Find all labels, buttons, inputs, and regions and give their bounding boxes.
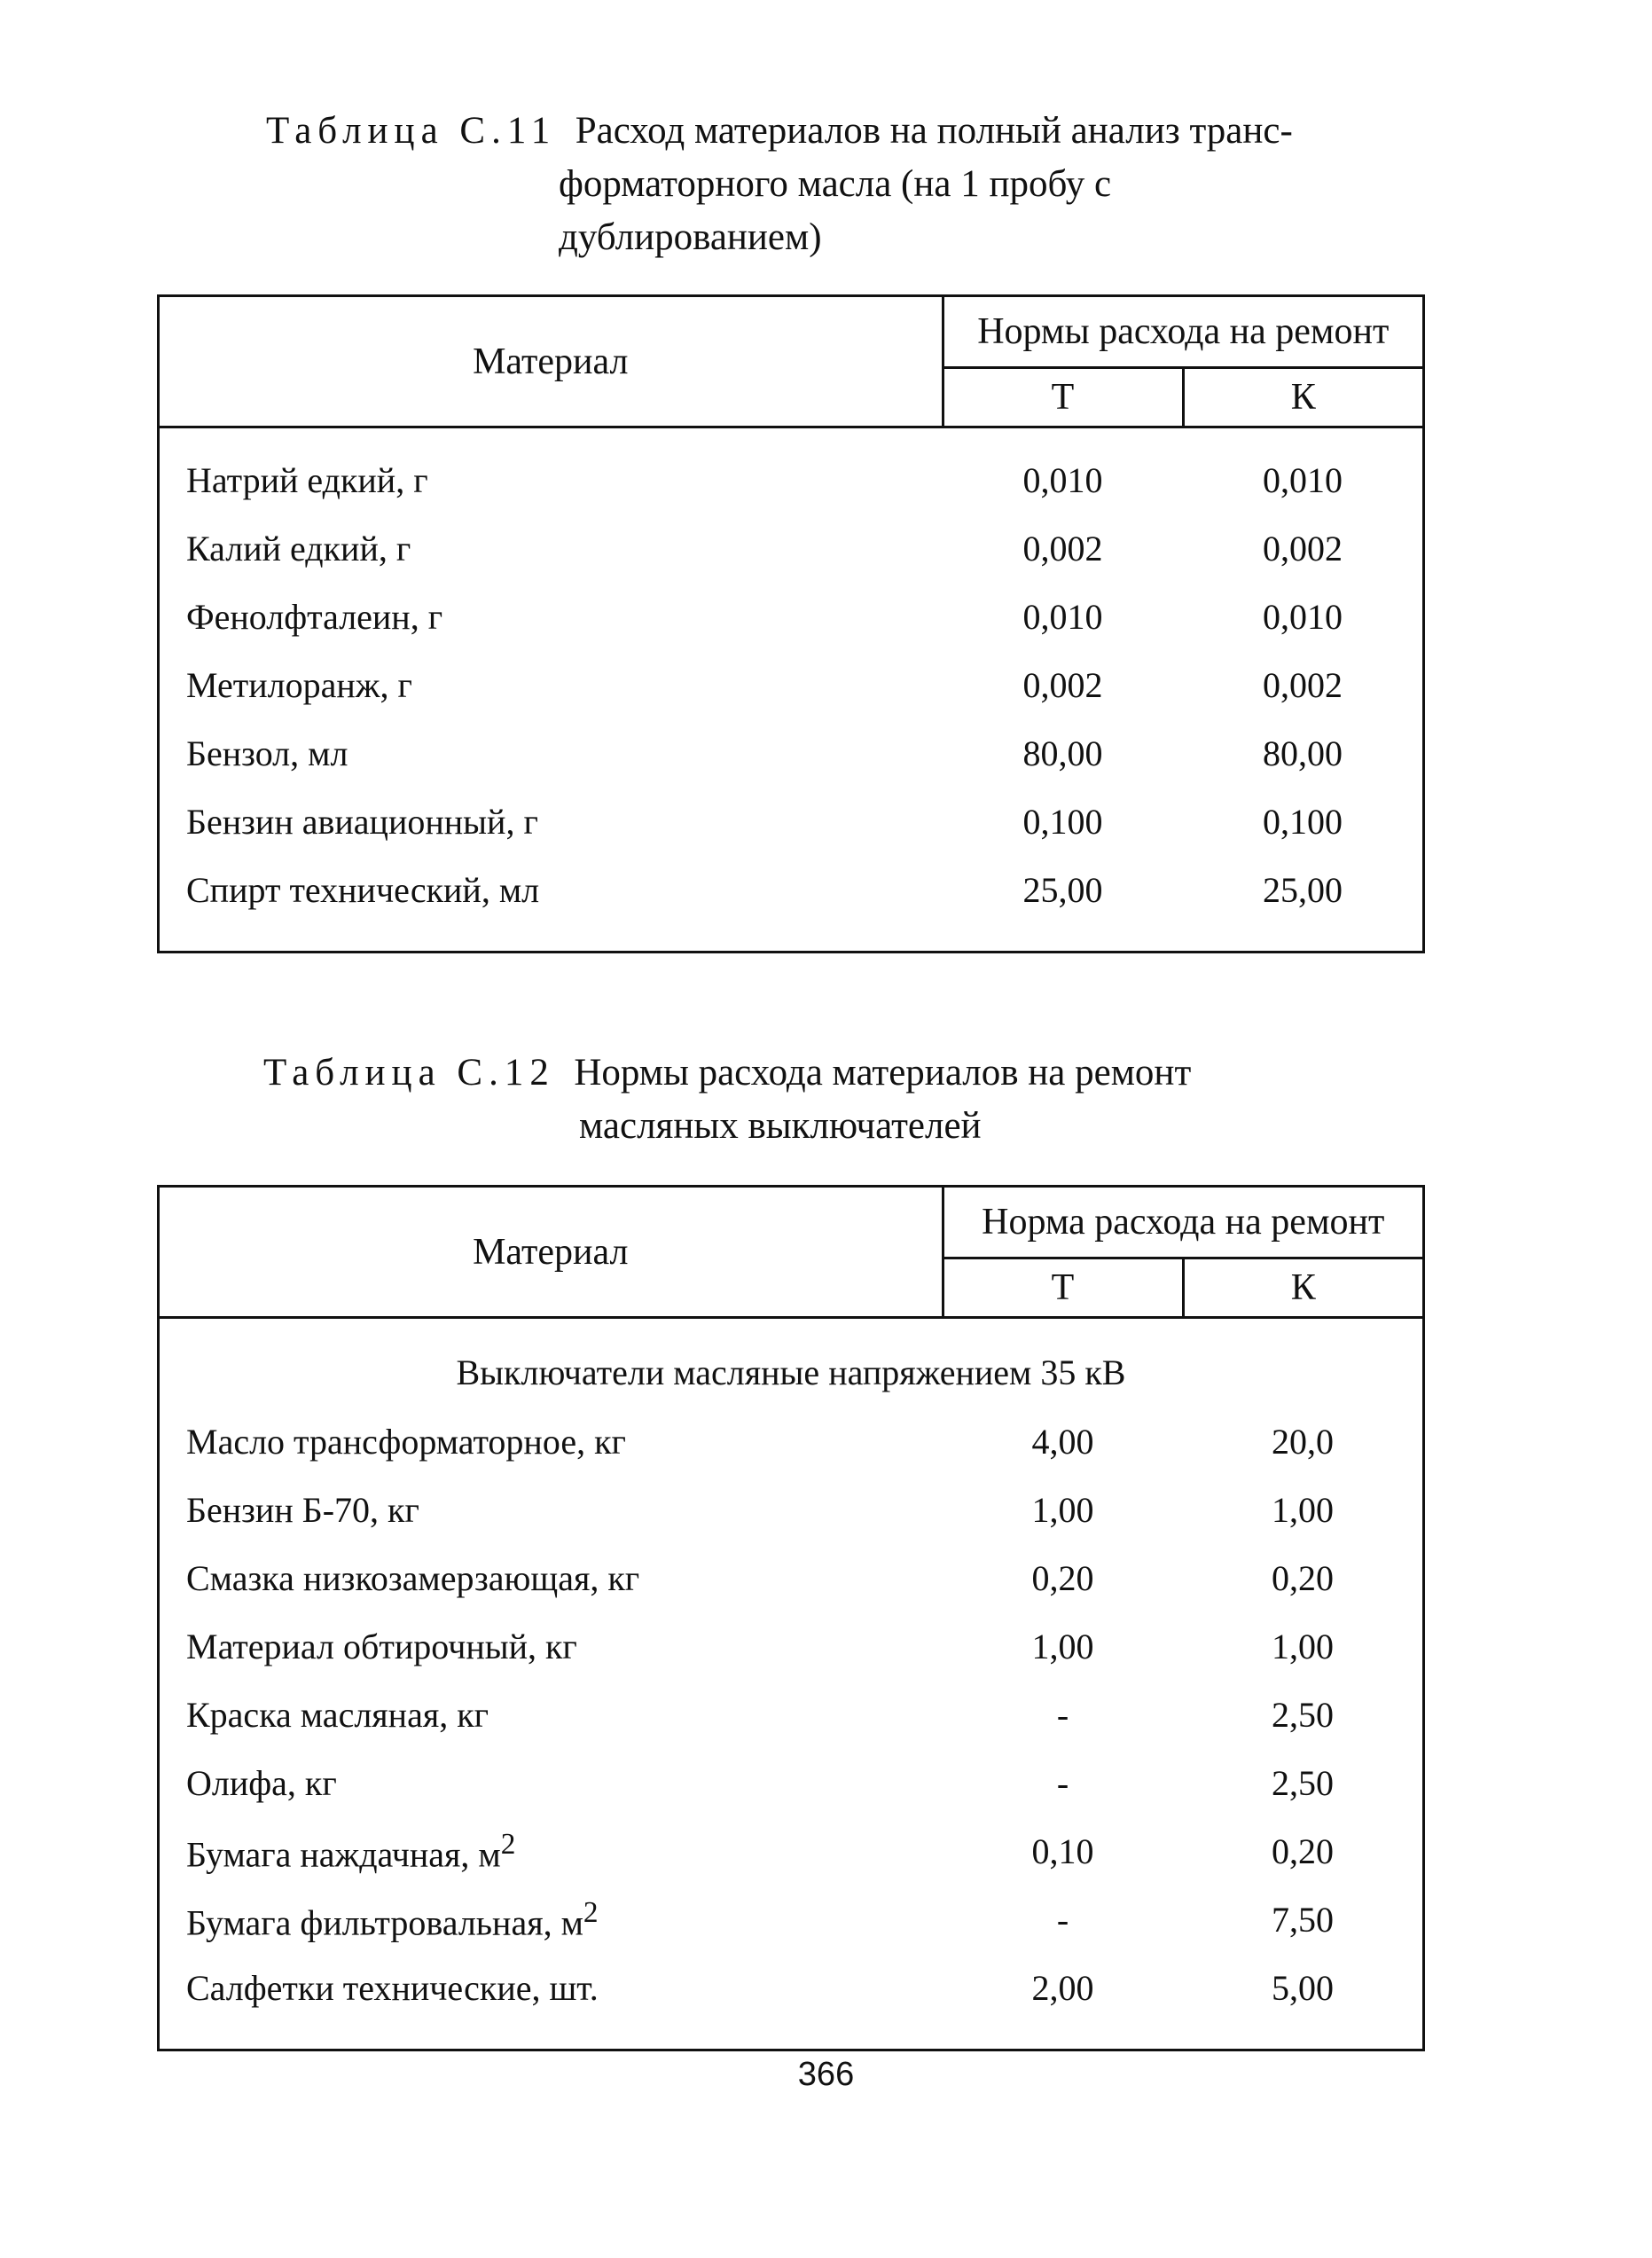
caption-label: Таблица С.12 [263,1052,555,1094]
table-c12-body [159,1318,1424,2050]
material-name: Бумага наждачная, м [186,1834,501,1875]
value-k: 20,0 [1272,1422,1334,1462]
value-k: 5,00 [1272,1968,1334,2008]
unit-superscript: 2 [500,1827,516,1861]
table-row [159,1612,1424,1681]
value-t: 0,010 [1022,597,1103,637]
material-name-cell [159,856,943,924]
material-name-cell [159,719,943,788]
caption-text: Расход материалов на полный анализ транс- [575,110,1293,152]
value-t: 0,002 [1022,665,1103,705]
value-k: 80,00 [1263,733,1343,773]
material-name: Краска масляная, кг [186,1695,489,1735]
value-k: 2,50 [1272,1695,1334,1735]
header-col-t: Т [943,1258,1183,1318]
value-t: 25,00 [1022,870,1103,910]
material-name: Материал обтирочный, кг [186,1627,577,1666]
caption-text: Нормы расхода материалов на ремонт [574,1052,1192,1094]
caption-text: форматорного масла (на 1 пробу с [559,163,1112,205]
value-t: 0,20 [1031,1558,1094,1598]
value-k: 1,00 [1272,1627,1334,1666]
value-k: 0,20 [1272,1558,1334,1598]
material-name-cell [159,1612,943,1681]
material-name-cell [159,1954,943,2022]
caption-text: дублированием) [559,216,822,258]
material-name: Калий едкий, г [186,529,411,568]
material-name: Бензин Б-70, кг [186,1490,419,1530]
table-row [159,1886,1424,1954]
material-name-cell [159,514,943,583]
material-name-cell [159,1407,943,1476]
table-row [159,1544,1424,1612]
caption-label: Таблица С.11 [266,110,557,152]
material-name-cell [159,1817,943,1886]
value-t: 1,00 [1031,1490,1094,1530]
spacer-row [159,924,1424,953]
table-c11-caption [266,105,1293,264]
value-t: - [1056,1900,1069,1940]
caption-text: масляных выключателей [579,1105,982,1147]
value-k: 0,100 [1263,802,1343,842]
value-t: - [1056,1763,1069,1803]
material-name: Метилоранж, г [186,665,412,705]
material-name-cell [159,446,943,514]
header-material: Материал [159,1187,943,1318]
table-row [159,514,1424,583]
value-t: 0,10 [1031,1831,1094,1871]
table-row [159,719,1424,788]
value-t: 0,002 [1022,529,1103,568]
table-row [159,788,1424,856]
caption-line [263,1100,1191,1153]
header-col-k: К [1183,368,1424,427]
material-name: Бензол, мл [186,733,348,773]
material-name-cell [159,1476,943,1544]
value-t: 0,100 [1022,802,1103,842]
material-name: Олифа, кг [186,1763,337,1803]
section-row [159,1337,1424,1407]
material-name-cell [159,651,943,719]
value-k: 0,002 [1263,665,1343,705]
material-name: Натрий едкий, г [186,460,428,500]
material-name: Салфетки технические, шт. [186,1968,599,2008]
table-row [159,583,1424,651]
material-name-cell [159,1544,943,1612]
value-k: 0,20 [1272,1831,1334,1871]
table-row [159,1817,1424,1886]
material-name-cell [159,583,943,651]
table-row [159,1954,1424,2022]
value-t: - [1056,1695,1069,1735]
material-name: Фенолфталеин, г [186,597,443,637]
material-name: Бензин авиационный, г [186,802,538,842]
value-k: 25,00 [1263,870,1343,910]
value-k: 0,002 [1263,529,1343,568]
material-name: Масло трансформаторное, кг [186,1422,626,1462]
table-c12 [157,1185,1425,2051]
caption-line [266,158,1293,211]
table-c12-caption [263,1047,1191,1153]
unit-superscript: 2 [583,1895,599,1929]
material-name: Спирт технический, мл [186,870,540,910]
table-row [159,1749,1424,1817]
table-row [159,651,1424,719]
header-material: Материал [159,296,943,427]
page-number: 366 [797,2056,855,2093]
material-name: Бумага фильтровальная, м [186,1902,583,1943]
table-row [159,1476,1424,1544]
spacer-row [159,1318,1424,1337]
section-title: Выключатели масляные напряжением 35 кВ [456,1352,1126,1392]
table-row [159,446,1424,514]
value-t: 4,00 [1031,1422,1094,1462]
value-t: 2,00 [1031,1968,1094,2008]
table-c11-body [159,427,1424,953]
caption-line [263,1047,1191,1100]
material-name-cell [159,1749,943,1817]
table-row [159,1681,1424,1749]
value-k: 2,50 [1272,1763,1334,1803]
value-t: 1,00 [1031,1627,1094,1666]
table-c11 [157,294,1425,953]
value-k: 0,010 [1263,597,1343,637]
material-name-cell [159,1681,943,1749]
table-row [159,856,1424,924]
table-row [159,1407,1424,1476]
spacer-row [159,427,1424,447]
material-name: Смазка низкозамерзающая, кг [186,1558,640,1598]
value-k: 0,010 [1263,460,1343,500]
header-col-t: Т [943,368,1183,427]
header-norms: Норма расхода на ремонт [943,1187,1424,1258]
caption-line [266,211,1293,264]
value-t: 80,00 [1022,733,1103,773]
material-name-cell [159,788,943,856]
value-k: 7,50 [1272,1900,1334,1940]
value-t: 0,010 [1022,460,1103,500]
spacer-row [159,2022,1424,2050]
header-norms: Нормы расхода на ремонт [943,296,1424,368]
material-name-cell [159,1886,943,1954]
caption-line [266,105,1293,158]
value-k: 1,00 [1272,1490,1334,1530]
header-col-k: К [1183,1258,1424,1318]
